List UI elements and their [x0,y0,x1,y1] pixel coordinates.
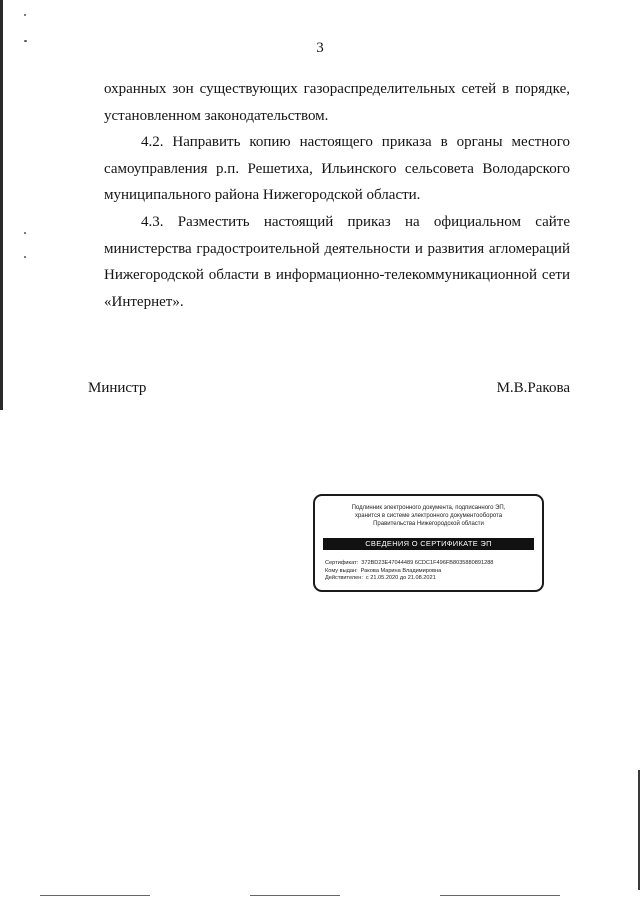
stamp-intro [323,504,534,528]
issued-label: Кому выдан: [325,567,358,574]
stamp-intro-line: хранится в системе электронного документооборота [354,513,503,519]
text-line: муниципального района Нижегородской области. [104,187,421,203]
scan-line [40,895,150,896]
issued-value: Ракова Марина Владимировна [360,567,442,574]
text-line: охранных зон существующих газораспределительных сетей в порядке, [104,81,570,97]
page-number: 3 [316,40,324,56]
signer-name: М.В.Ракова [496,380,570,396]
scan-bottom-edge [0,895,640,897]
stamp-header: СВЕДЕНИЯ О СЕРТИФИКАТЕ ЭП [323,538,534,550]
electronic-signature-stamp [313,494,544,592]
certificate-row [325,560,536,568]
certificate-value: 372BD23E47044489 6CDC1F496FB8035880891288 [361,560,494,566]
scan-speck [24,232,26,234]
text-line: министерства градостроительной деятельности и развития агломераций [104,240,570,257]
scan-speck [24,256,26,258]
stamp-intro-line: Подлинник электронного документа, подписанного ЭП, [351,505,506,511]
scan-line [250,895,340,896]
certificate-label: Сертификат: [325,560,359,566]
stamp-intro-line: Правительства Нижегородской области [373,521,484,527]
text-line: установленном законодательством. [104,107,329,124]
text-line: самоуправления р.п. Решетиха, Ильинского сельсовета Володарского [104,160,570,177]
text-line: 4.3. Разместить настоящий приказ на официальном сайте [141,214,570,230]
stamp-details [325,560,536,583]
valid-value: с 21.05.2020 до 21.08.2021 [365,575,436,581]
signature-block [88,380,570,397]
valid-row [325,575,536,583]
text-line: 4.2. Направить копию настоящего приказа в органы местного [141,134,570,150]
paragraph-continuation [104,76,570,129]
valid-label: Действителен: [325,575,363,581]
signer-position: Министр [88,380,147,396]
text-line: Нижегородской области в информационно-телекоммуникационной сети [104,267,570,283]
paragraph-4-3 [104,209,570,315]
paragraph-4-2 [104,129,570,209]
scan-speck [24,14,26,16]
text-line: «Интернет». [104,293,184,310]
scan-edge-left [0,0,3,410]
scan-line [440,895,560,896]
issued-row [325,568,536,576]
